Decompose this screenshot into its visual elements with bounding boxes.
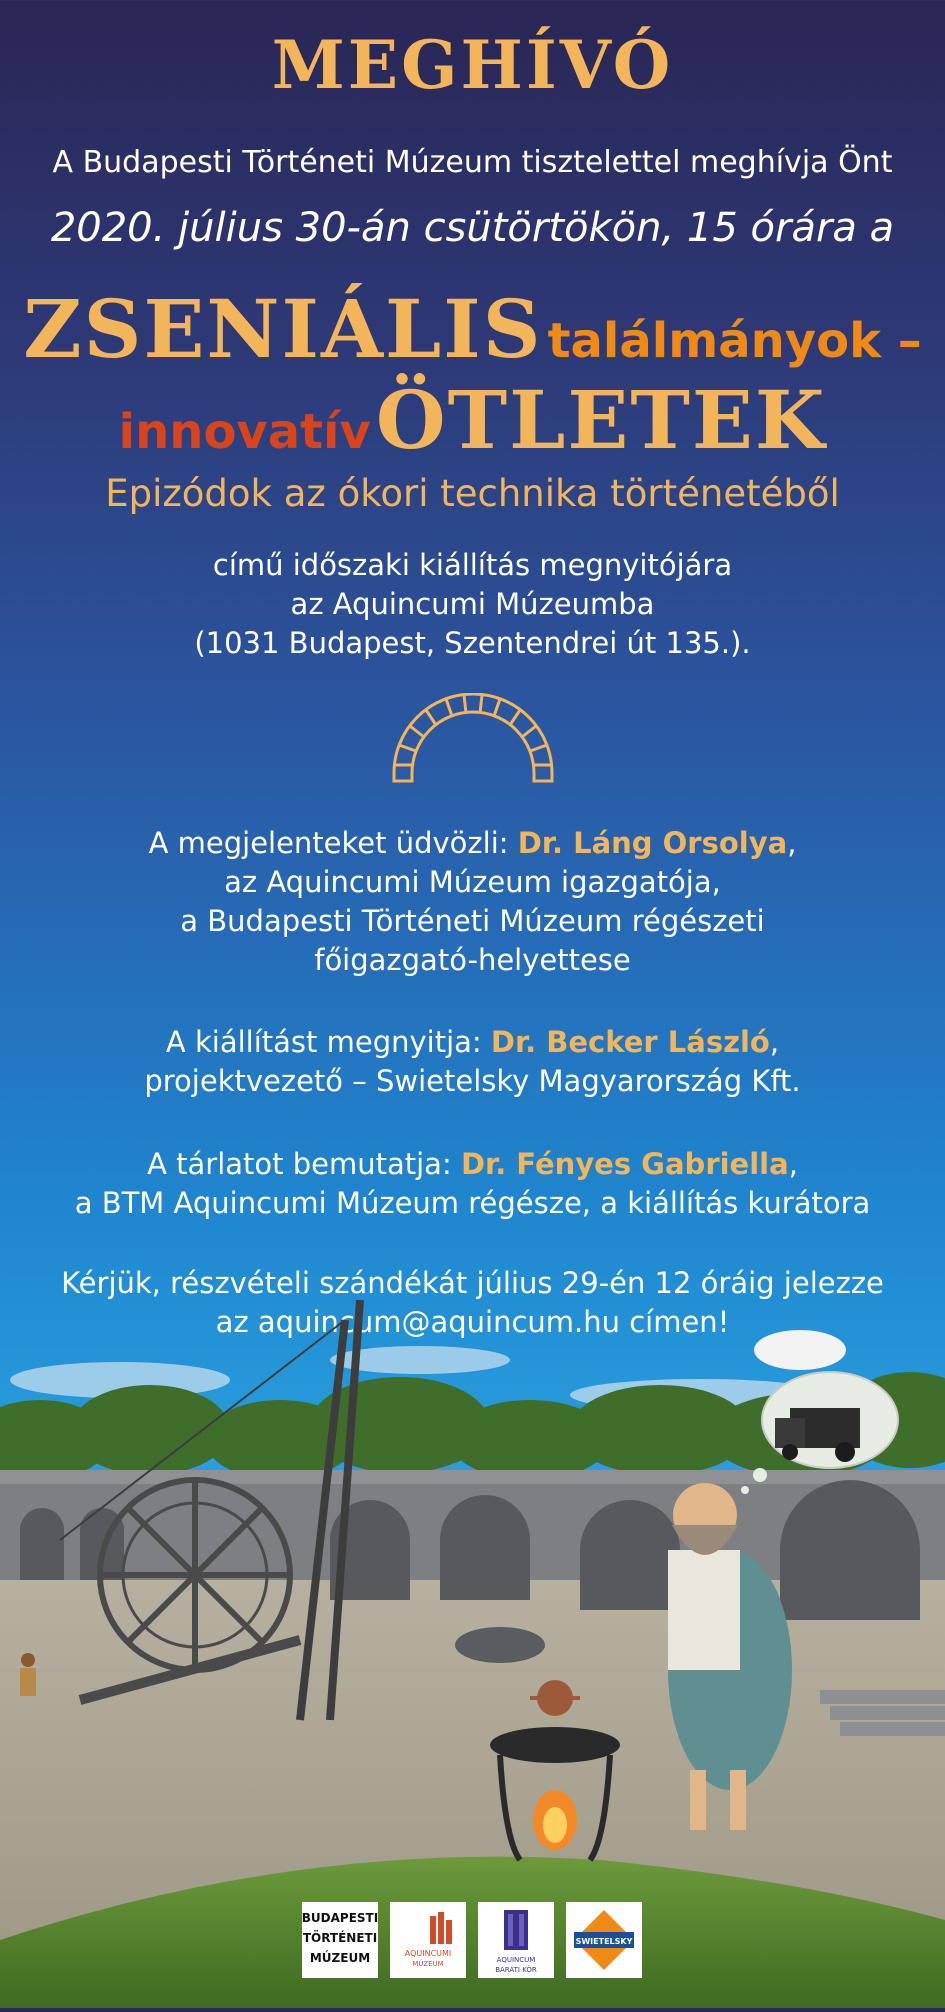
opening-suffix: , — [769, 1025, 780, 1059]
aquincum-museum-logo — [390, 1902, 466, 1978]
aquincum-logo-line-2: MÚZEUM — [412, 1960, 444, 1968]
opening-line-2: projektvezető – Swietelsky Magyarország Kft. — [144, 1064, 801, 1098]
presenter-prefix: A tárlatot bemutatja: — [147, 1147, 461, 1181]
opening-prefix: A kiállítást megnyitja: — [165, 1025, 491, 1059]
aquincum-logo-line-1: AQUINCUMI — [404, 1949, 452, 1958]
headline-row-2 — [0, 373, 945, 467]
worker-figure — [20, 1653, 36, 1696]
headline-word-innovativ: innovatív — [118, 404, 371, 460]
arch-icon — [390, 693, 556, 789]
headline-word-zsenialis: ZSENIÁLIS — [23, 282, 543, 376]
opening-line-1 — [0, 1023, 945, 1062]
venue-line-2: az Aquincumi Múzeumba — [290, 587, 655, 621]
opening-name: Dr. Becker László — [490, 1025, 770, 1059]
presenter-block — [0, 1145, 945, 1223]
invitation-title: MEGHÍVÓ — [271, 26, 674, 104]
headline-word-talalmanyok: találmányok – — [547, 313, 922, 369]
date-line: 2020. július 30-án csütörtökön, 15 órára a — [50, 205, 895, 251]
swietelsky-logo-text: SWIETELSKY — [575, 1937, 633, 1946]
rsvp-line-2: az aquincum@aquincum.hu címen! — [215, 1305, 730, 1339]
btm-logo-line-1: BUDAPESTI — [302, 1911, 378, 1925]
presenter-line-1 — [0, 1145, 945, 1184]
venue-address: (1031 Budapest, Szentendrei út 135.). — [194, 626, 751, 660]
sponsor-logos — [302, 1902, 642, 1982]
btm-logo — [302, 1902, 378, 1978]
btm-logo-line-2: TÖRTÉNETI — [302, 1931, 378, 1945]
welcome-suffix: , — [787, 826, 797, 860]
btm-logo-line-3: MÚZEUM — [309, 1951, 371, 1965]
welcome-line-2: az Aquincumi Múzeum igazgatója, — [224, 865, 721, 899]
rsvp-line-1: Kérjük, részvételi szándékát július 29-én 12 óráig jelezze — [61, 1266, 884, 1300]
venue-line-1: című időszaki kiállítás megnyitójára — [212, 548, 733, 582]
welcome-line-4: főigazgató-helyettese — [314, 943, 631, 977]
barati-logo-line-1: AQUINCUM — [496, 1956, 536, 1964]
barati-logo-line-2: BARÁTI KÖR — [495, 1966, 537, 1974]
headline-word-otletek: ÖTLETEK — [375, 373, 827, 467]
venue-block — [0, 546, 945, 663]
presenter-line-2: a BTM Aquincumi Múzeum régésze, a kiállítás kurátora — [74, 1186, 871, 1220]
welcome-line-3: a Budapesti Történeti Múzeum régészeti — [180, 904, 765, 938]
headline-row-1 — [0, 282, 945, 376]
presenter-suffix: , — [788, 1147, 798, 1181]
welcome-prefix: A megjelenteket üdvözli: — [148, 826, 518, 860]
presenter-name: Dr. Fényes Gabriella — [460, 1147, 789, 1181]
intro-text: A Budapesti Történeti Múzeum tisztelettel meghívja Önt — [52, 145, 893, 180]
stone-pile — [455, 1627, 545, 1663]
swietelsky-logo — [566, 1902, 642, 1978]
welcome-line-1 — [0, 824, 945, 863]
welcome-block — [0, 824, 945, 980]
aquincum-barati-kor-logo — [478, 1902, 554, 1978]
opening-block — [0, 1023, 945, 1101]
exhibition-subtitle: Epizódok az ókori technika történetéből — [105, 472, 840, 515]
welcome-name: Dr. Láng Orsolya — [517, 826, 788, 860]
